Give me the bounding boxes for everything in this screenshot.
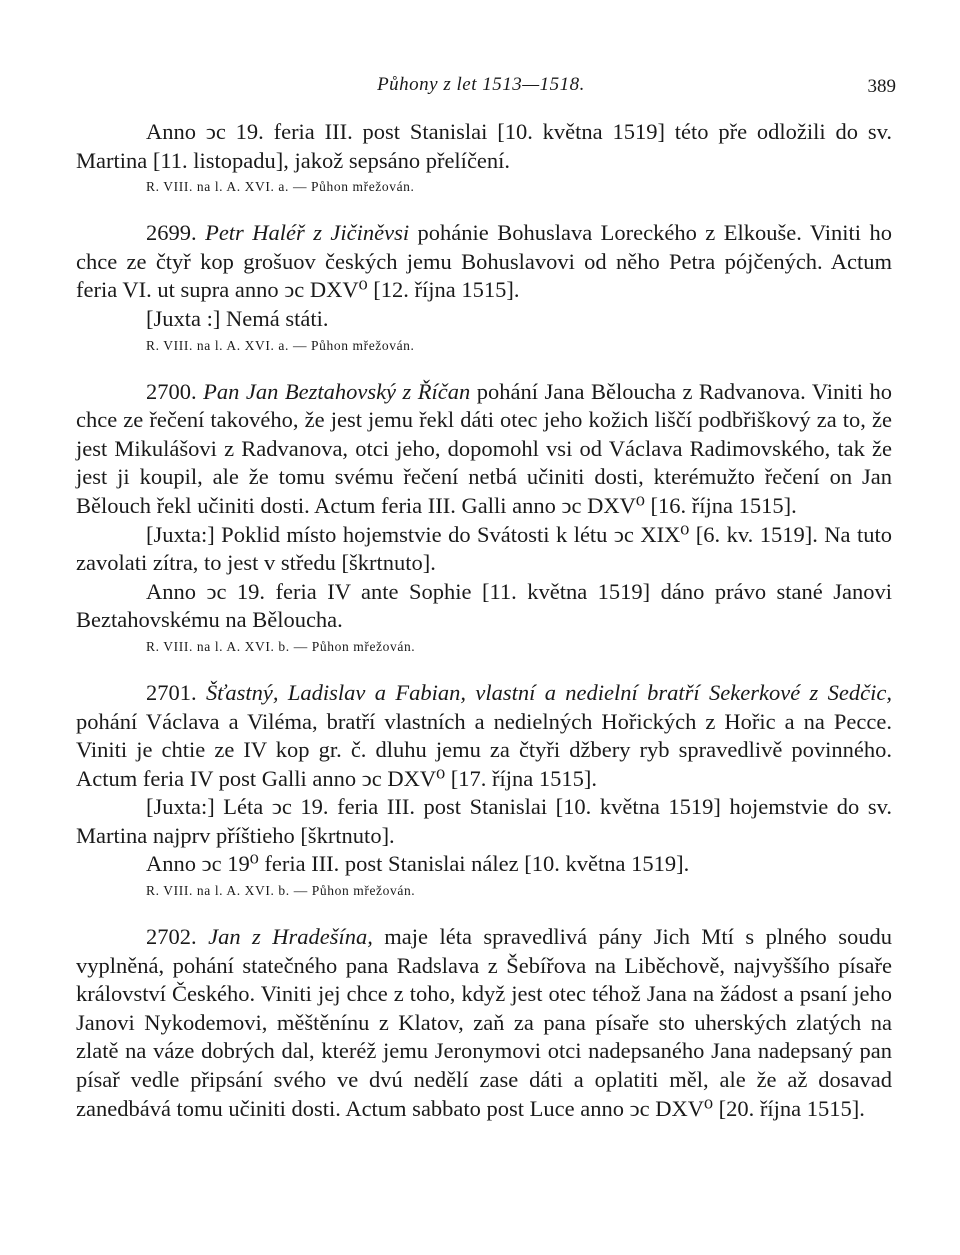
entry-2700: [76, 378, 892, 657]
archive-reference: R. VIII. na l. A. XVI. b. — Půhon mřežován.: [146, 883, 416, 899]
entry-party-name: Petr Haléř z Jičiněvsi: [205, 220, 410, 246]
entry-number: 2700.: [146, 378, 197, 404]
intro-paragraph: Anno ↄc 19. feria III. post Stanislai [10. května 1519] této pře odložili do sv. Martina [11. listopadu], jakož sepsáno přelíčení.: [76, 119, 892, 173]
entry-number: 2702.: [146, 924, 197, 950]
page-number: 389: [867, 76, 896, 97]
entry-party-name: Šťastný, Ladislav a Fabian, vlastní a nedielní bratří Sekerkové z Sedčic,: [205, 679, 892, 705]
entry-note: [Juxta:] Léta ↄc 19. feria III. post Stanislai [10. května 1519] hojemstvie do sv. Martina najprv příštieho [škrtnuto].: [76, 794, 892, 848]
entry-party-name: Jan z Hradešína,: [208, 924, 373, 950]
entry-note: [Juxta :] Nemá státi.: [146, 305, 329, 331]
page-body: [76, 118, 892, 1123]
entry-paragraph: [76, 378, 892, 521]
entry-2701: [76, 679, 892, 901]
entry-number: 2699.: [146, 220, 197, 246]
entry-paragraph: [76, 679, 892, 793]
entry-number: 2701.: [146, 679, 197, 705]
archive-reference: R. VIII. na l. A. XVI. a. — Půhon mřežován.: [146, 179, 415, 195]
archive-reference: R. VIII. na l. A. XVI. b. — Půhon mřežován.: [146, 638, 416, 654]
entry-2699: [76, 219, 892, 355]
entry-note: Anno ↄc 19. feria IV ante Sophie [11. května 1519] dáno právo stané Janovi Beztahovskému na Běloucha.: [76, 578, 892, 633]
entry-paragraph: [76, 923, 892, 1123]
page-header: [66, 74, 896, 104]
entry-note: [Juxta:] Poklid místo hojemstvie do Svátosti k létu ↄc XIX⁰ [6. kv. 1519]. Na tuto zavolati zítra, to jest v středu [škrtnuto].: [76, 521, 892, 576]
entry-text: maje léta spravedlivá pány Jich Mtí s plného soudu vyplněná, pohání statečného pana Radslava z Šebířova na Liběchově, najvyššího písaře království Českého. Viniti jej chce z toho, když jest otec téhož Jana na žádost a psaní jeho Janovi Nykodemovi, měštěnínu z Klatov, zaň za pana písaře sto uherských zlatých na zlatě na váze dobrých dal, kteréž jemu Jeronymovi otci nadepsaného Jana nadepsaný pan písař vedle připsání svého ve dvú nedělí zase dáti a oplatiti měl, ale že až dosavad zanedbává tomu učiniti dosti. Actum sabbato post Luce anno ↄc DXV⁰ [20. října 1515].: [76, 924, 893, 1121]
intro-block: [76, 118, 892, 197]
entry-text: pohání Václava a Viléma, bratří vlastních a nedielných Hořických z Hořic a na Pecce. Viniti je chtie ze IV kop gr. č. dluhu jemu za čtyři džbery ryb spravedlivě povinného. Actum feria IV post Galli anno ↄc DXV⁰ [17. října 1515].: [76, 708, 892, 791]
entry-2702: [76, 923, 892, 1123]
entry-text: pohánie Bohuslava Loreckého z Elkouše. Viniti ho chce ze čtyř kop grošuov českých jemu Bohuslavovi od něho Petra pójčených. Actum feria VI. ut supra anno ↄc DXV⁰ [12. října 1515].: [76, 220, 892, 303]
entry-paragraph: [76, 219, 892, 305]
running-title: Půhony z let 1513—1518.: [377, 74, 585, 95]
entry-party-name: Pan Jan Beztahovský z Říčan: [203, 378, 471, 404]
entry-note: Anno ↄc 19⁰ feria III. post Stanislai nález [10. května 1519].: [146, 851, 690, 877]
entry-text: pohání Jana Běloucha z Radvanova. Viniti ho chce ze řečení takového, že jest jemu řekl dáti otec jeho kožich liščí podbřiškový za to, že jest Mikulášovi z Radvanova, otci jeho, dopomohl vsi od Václava Radimovského, tak že jest ji koupil, ale že tomu svému řečení netbá učiniti dosti, kterémužto řečení on Jan Bělouch řekl učiniti dosti. Actum feria III. Galli anno ↄc DXV⁰ [16. října 1515].: [76, 378, 893, 518]
archive-reference: R. VIII. na l. A. XVI. a. — Půhon mřežován.: [146, 337, 415, 353]
